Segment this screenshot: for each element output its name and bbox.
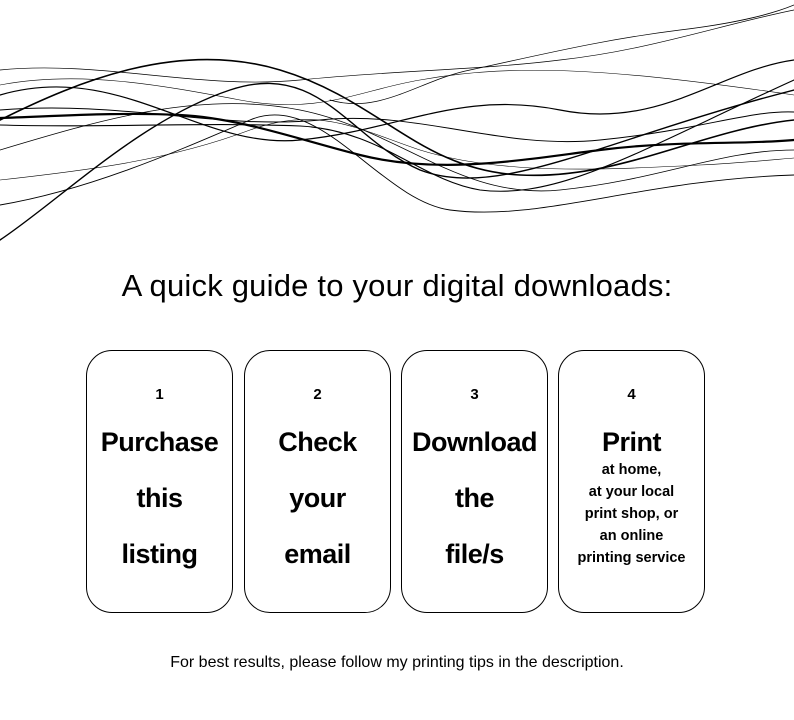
step-title: Print xyxy=(601,427,661,457)
step-number: 4 xyxy=(627,386,636,403)
step-detail-line: at your local xyxy=(588,484,675,500)
steps-container xyxy=(86,350,711,615)
step-details xyxy=(559,459,704,569)
page-title: A quick guide to your digital downloads: xyxy=(121,268,673,303)
step-text-line: file/s xyxy=(445,539,504,569)
step-detail-line: at home, xyxy=(601,462,662,478)
step-number: 2 xyxy=(313,386,322,403)
flowing-lines-graphic xyxy=(0,0,794,250)
step-card-purchase xyxy=(86,350,233,613)
step-text-line: Purchase xyxy=(100,427,219,457)
step-number: 3 xyxy=(470,386,479,403)
step-text-line: the xyxy=(455,483,494,513)
step-detail-line: an online xyxy=(599,528,664,544)
step-text-line: Check xyxy=(278,427,357,457)
step-text-line: Download xyxy=(412,427,537,457)
step-text-line: listing xyxy=(121,539,198,569)
step-card-print xyxy=(558,350,705,613)
step-card-download xyxy=(401,350,548,613)
step-text-line: email xyxy=(284,539,351,569)
step-card-check-email xyxy=(244,350,391,613)
step-text-line: your xyxy=(289,483,346,513)
step-text-line: this xyxy=(136,483,183,513)
footnote-text: For best results, please follow my printing tips in the description. xyxy=(170,654,624,671)
step-detail-line: printing service xyxy=(577,550,686,566)
step-detail-line: print shop, or xyxy=(584,506,679,522)
step-number: 1 xyxy=(155,386,164,403)
